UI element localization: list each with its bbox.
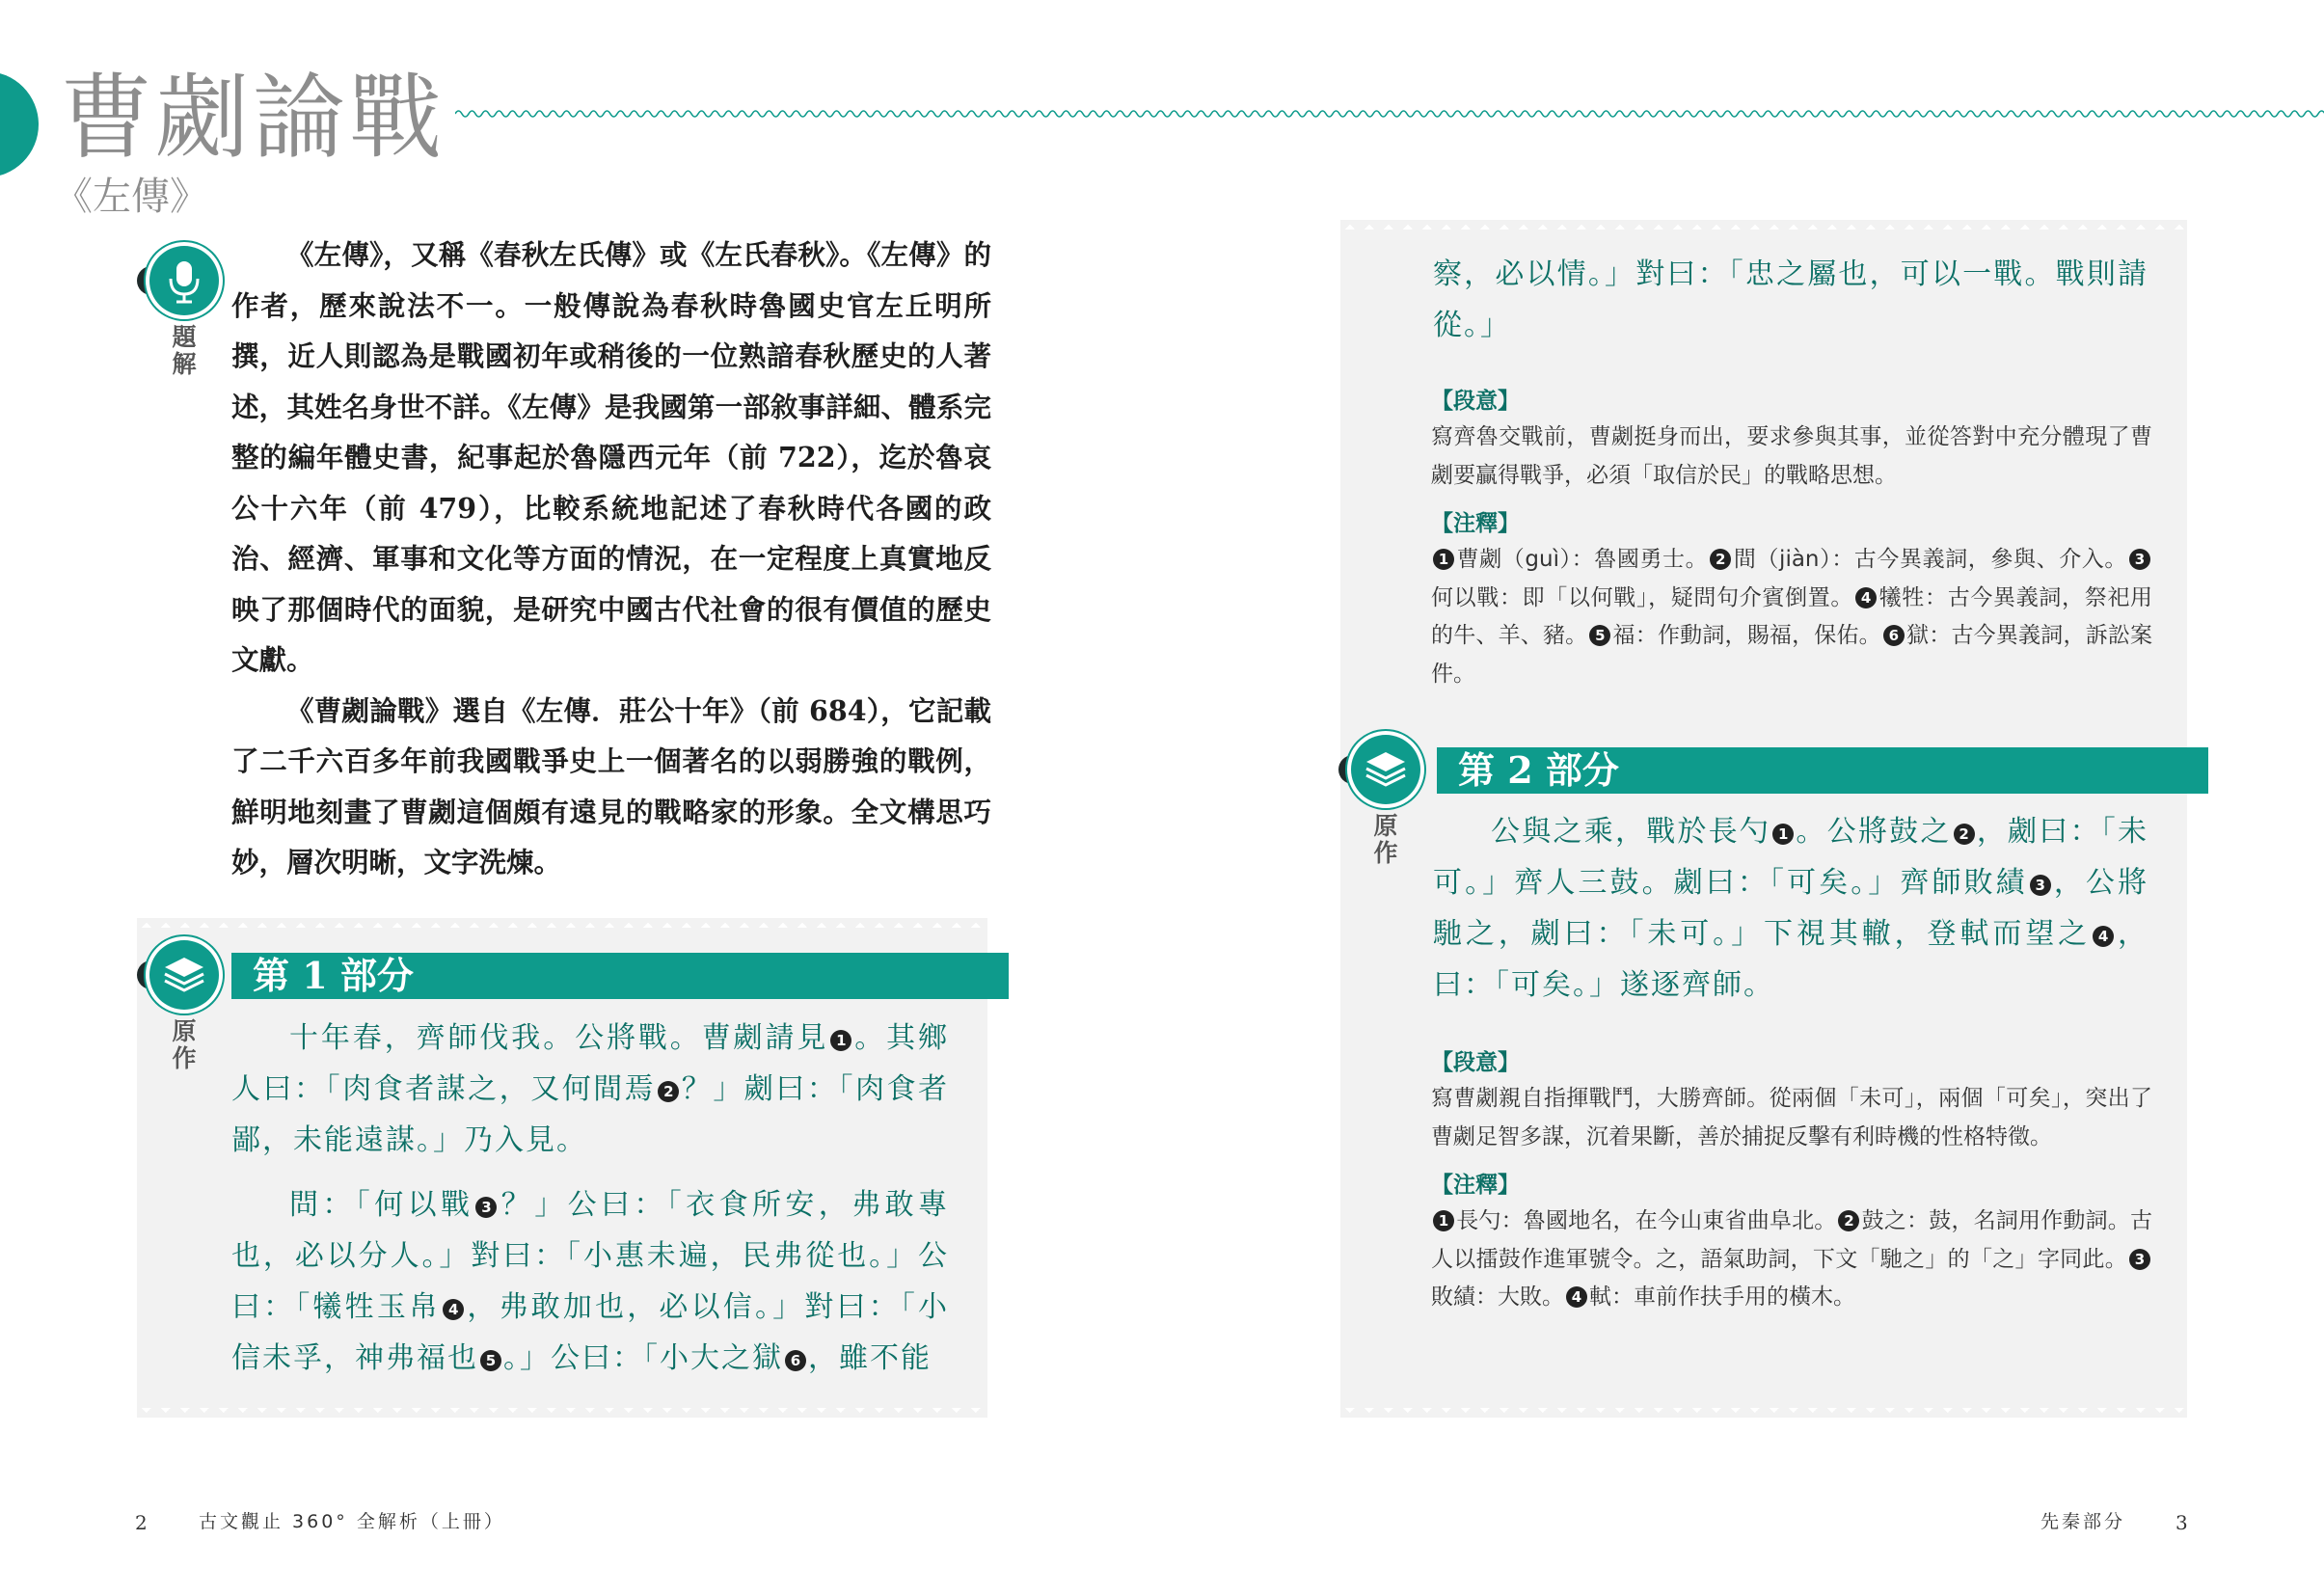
note-number-badge: 4 (443, 1299, 464, 1320)
note-number-badge: 2 (1954, 824, 1975, 845)
note-number-badge: 3 (2030, 875, 2051, 896)
part2-duanyi-label: 【段意】 (1431, 1050, 1520, 1075)
part1-zhushi-text (1431, 541, 2152, 693)
note-number-badge: 5 (1589, 625, 1610, 646)
note-number-badge: 3 (2129, 549, 2150, 570)
right-running-title: 先秦部分 (2040, 1511, 2126, 1532)
book-stack-icon (149, 940, 219, 1010)
text-segment: 。其鄉人曰：「肉食者謀之，又何間焉 (231, 1021, 950, 1106)
part2-notes (1431, 1045, 2152, 1317)
source-subtitle: 《左傳》 (54, 175, 208, 219)
text-segment: 長勺：魯國地名，在今山東省曲阜北。 (1456, 1208, 1837, 1233)
text-segment: ，雖不能 (808, 1341, 932, 1375)
microphone-icon (149, 246, 219, 315)
text-segment: 曹劌（guì）：魯國勇士。 (1456, 547, 1709, 572)
intro-paragraph-1: 《左傳》，又稱《春秋左氏傳》或《左氏春秋》。《左傳》的作者，歷來說法不一。一般傳說為春秋時魯國史官左丘明所撰，近人則認為是戰國初年或稍後的一位熟諳春秋歷史的人著述，其姓名身世不詳。《左傳》是我國第一部敘事詳細、體系完整的編年體史書，紀事起於魯隱西元年（前 722），迄於魯哀公十六年（前 479），比較系統地記述了春秋時代各國的政治、經濟、軍事和文化等方面的情況，在一定程度上真實地反映了那個時代的面貌，是研究中國古代社會的很有價值的歷史文獻。 (231, 238, 991, 676)
intro-text (231, 230, 991, 888)
note-number-badge: 5 (480, 1350, 501, 1371)
note-number-badge: 6 (1883, 625, 1905, 646)
part1-paragraph-1 (231, 1013, 949, 1166)
note-number-badge: 1 (830, 1030, 851, 1051)
part1-original-continued: 察，必以情。」對曰：「忠之屬也，可以一戰。戰則請從。」 (1433, 257, 2148, 342)
text-segment: 公與之乘，戰於長勺 (1491, 815, 1771, 849)
text-segment: 何以戰：即「以何戰」，疑問句介賓倒置。 (1431, 584, 1854, 610)
note-number-badge: 2 (1838, 1210, 1859, 1231)
part2-zhushi-label: 【注釋】 (1431, 1173, 1520, 1198)
note-number-badge: 1 (1433, 549, 1454, 570)
part2-zhushi-text (1431, 1203, 2152, 1317)
part2-original-text (1433, 806, 2148, 1011)
text-segment: 。」公曰：「小大之獄 (503, 1341, 783, 1375)
wavy-divider (455, 106, 2324, 122)
part1-heading: 第 1 部分 (231, 953, 1009, 999)
intro-paragraph-2: 《曹劌論戰》選自《左傳．莊公十年》（前 684），它記載了二千六百多年前我國戰爭史上一個著名的以弱勝強的戰例，鮮明地刻畫了曹劌這個頗有遠見的戰略家的形象。全文構思巧妙，層次明晰，文字洗煉。 (231, 693, 991, 879)
text-segment: ，曰：「可矣。」遂逐齊師。 (1433, 917, 2149, 1002)
text-segment: 福：作動詞，賜福，保佑。 (1612, 623, 1881, 648)
text-segment: 間（jiàn）：古今異義詞，參與、介入。 (1733, 547, 2127, 572)
title-accent-dot (0, 71, 39, 177)
text-segment: 。公將鼓之 (1796, 815, 1952, 849)
part1-paragraph-2 (231, 1179, 949, 1384)
part1-notes (1431, 384, 2152, 693)
part2-paragraph-1 (1433, 806, 2148, 1011)
part2-heading: 第 2 部分 (1437, 747, 2208, 794)
note-number-badge: 3 (2129, 1249, 2150, 1270)
side-label-yuanzuo: 原 作 (1373, 812, 1398, 867)
note-number-badge: 2 (658, 1081, 679, 1102)
note-number-badge: 4 (2093, 926, 2114, 947)
text-segment: ，劌曰：「未可。」齊人三鼓。劌曰：「可矣。」齊師敗績 (1433, 815, 2149, 900)
text-segment: ，弗敢加也，必以信。」對曰：「小信未孚，神弗福也 (231, 1290, 950, 1375)
note-number-badge: 4 (1855, 587, 1877, 608)
text-segment: 獄：古今異義詞，訴訟案件。 (1431, 623, 2153, 687)
book-stack-icon (1351, 735, 1420, 804)
text-segment: 鼓之：鼓，名詞用作動詞。古人以擂鼓作進軍號令。之，語氣助詞，下文「馳之」的「之」字同此。 (1431, 1208, 2153, 1272)
text-segment: ？」公曰：「衣食所安，弗敢專也，必以分人。」對曰：「小惠未遍，民弗從也。」公曰：「犧牲玉帛 (231, 1188, 950, 1324)
right-page-number: 3 (2175, 1511, 2188, 1534)
part1-original-text (231, 1013, 949, 1384)
side-label-yuanzuo: 原 作 (172, 1017, 197, 1072)
note-number-badge: 1 (1772, 824, 1794, 845)
page-title: 曹劌論戰 (60, 64, 446, 172)
part1-duanyi-text: 寫齊魯交戰前，曹劌挺身而出，要求參與其事，並從答對中充分體現了曹劌要贏得戰爭，必須「取信於民」的戰略思想。 (1431, 424, 2152, 488)
side-label-tijie: 題 解 (172, 323, 197, 378)
note-number-badge: 2 (1710, 549, 1731, 570)
text-segment: 敗績：大敗。 (1431, 1284, 1564, 1310)
left-page-number: 2 (135, 1511, 148, 1534)
text-segment: 十年春，齊師伐我。公將戰。曹劌請見 (289, 1021, 829, 1055)
text-segment: 問：「何以戰 (289, 1188, 474, 1222)
part2-duanyi-text: 寫曹劌親自指揮戰鬥，大勝齊師。從兩個「未可」，兩個「可矣」，突出了曹劌足智多謀，沉着果斷，善於捕捉反擊有利時機的性格特徵。 (1431, 1086, 2152, 1149)
part1-zhushi-label: 【注釋】 (1431, 511, 1520, 536)
text-segment: 犧牲：古今異義詞，祭祀用的牛、羊、豬。 (1431, 584, 2153, 648)
text-segment: 軾：車前作扶手用的橫木。 (1589, 1284, 1855, 1310)
note-number-badge: 3 (475, 1197, 497, 1218)
text-segment: ？」劌曰：「肉食者鄙，未能遠謀。」乃入見。 (231, 1072, 950, 1157)
note-number-badge: 6 (785, 1350, 806, 1371)
text-segment: ，公將馳之，劌曰：「未可。」下視其轍，登軾而望之 (1433, 866, 2149, 951)
part1-duanyi-label: 【段意】 (1431, 389, 1520, 414)
left-running-title: 古文觀止 360° 全解析（上冊） (199, 1511, 505, 1532)
note-number-badge: 4 (1566, 1286, 1587, 1308)
note-number-badge: 1 (1433, 1210, 1454, 1231)
